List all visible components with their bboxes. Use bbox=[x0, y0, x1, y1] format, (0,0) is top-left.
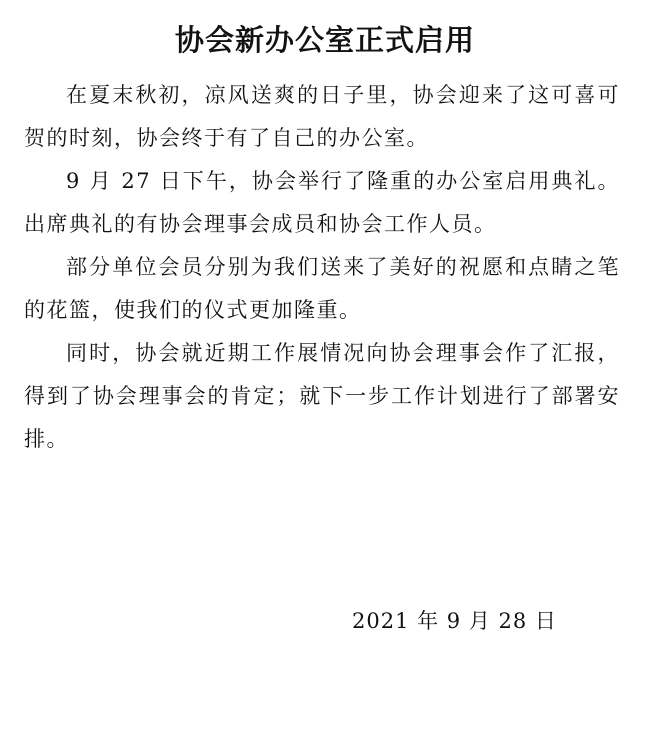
paragraph-2: 9 月 27 日下午，协会举行了隆重的办公室启用典礼。出席典礼的有协会理事会成员和协会工作人员。 bbox=[24, 169, 620, 236]
document-body bbox=[24, 74, 620, 461]
paragraph-1: 在夏末秋初，凉风送爽的日子里，协会迎来了这可喜可贺的时刻，协会终于有了自己的办公室。 bbox=[24, 83, 620, 150]
document-date: 2021 年 9 月 28 日 bbox=[352, 609, 557, 633]
document-title: 协会新办公室正式启用 bbox=[174, 23, 475, 57]
paragraph-4: 同时，协会就近期工作展情况向协会理事会作了汇报，得到了协会理事会的肯定；就下一步工作计划进行了部署安排。 bbox=[24, 341, 620, 451]
paragraph-3: 部分单位会员分别为我们送来了美好的祝愿和点睛之笔的花篮，使我们的仪式更加隆重。 bbox=[24, 255, 620, 322]
